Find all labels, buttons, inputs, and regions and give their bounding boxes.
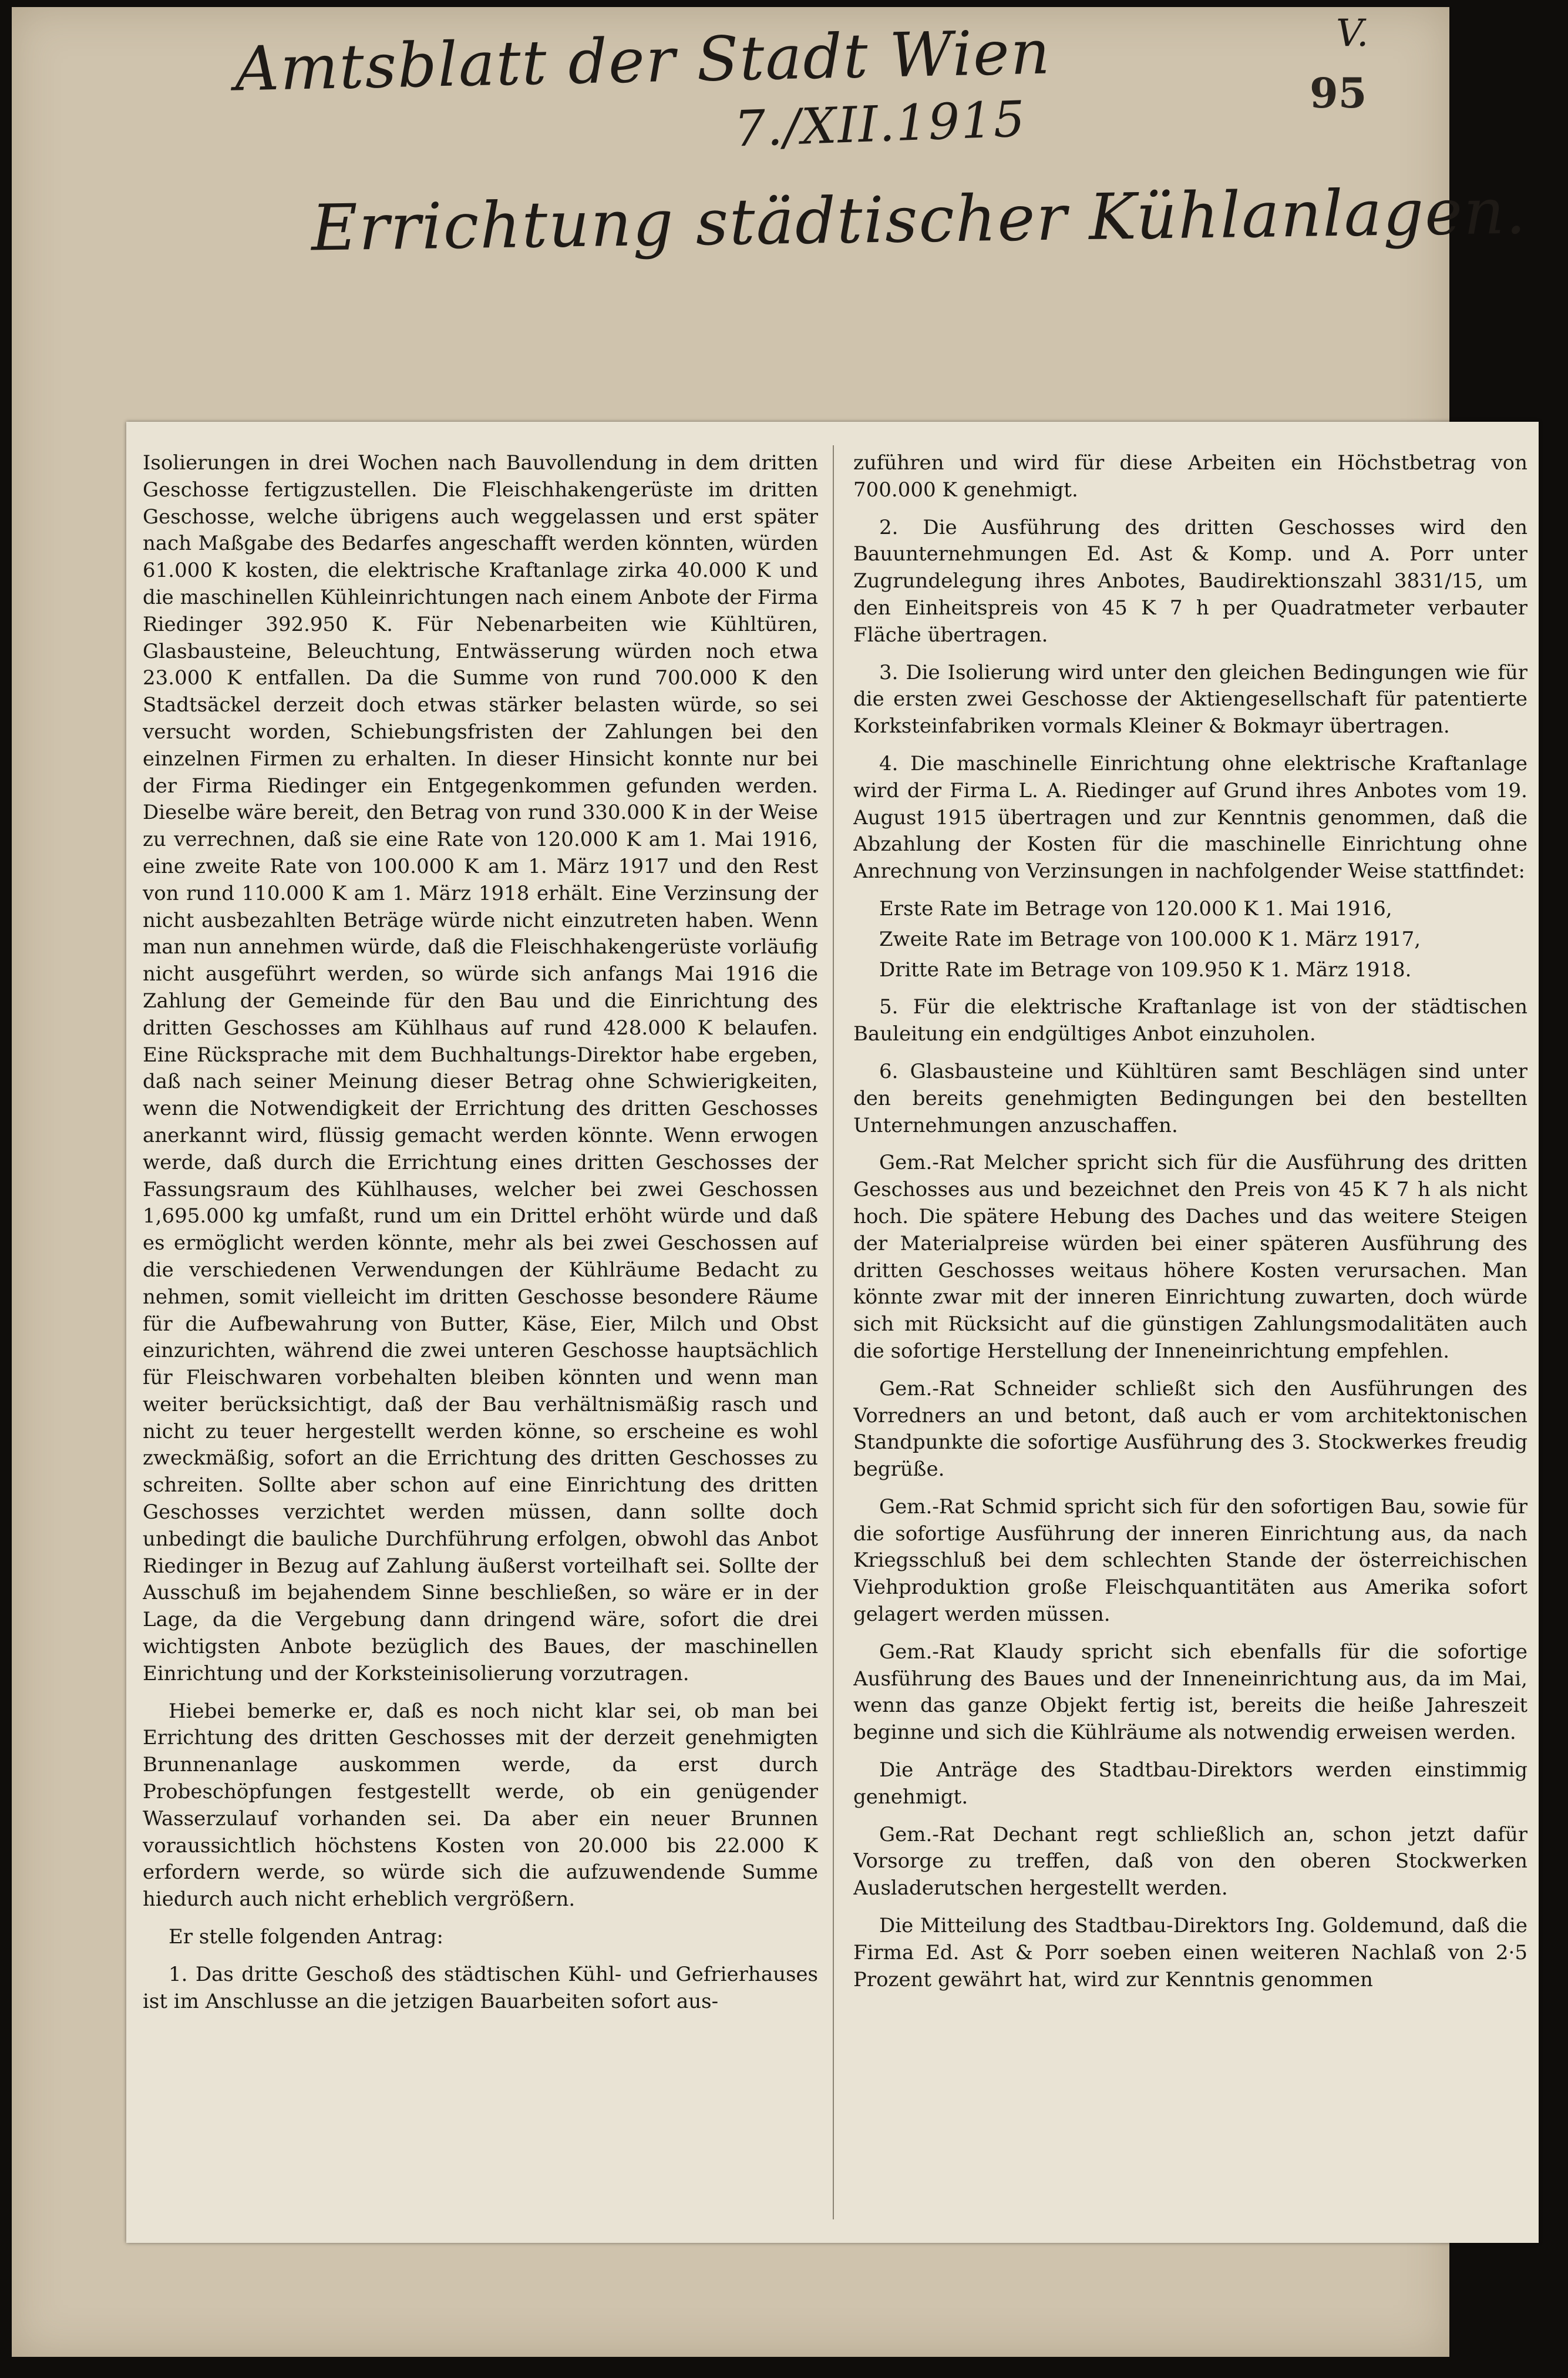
rate-line: Erste Rate im Betrage von 120.000 K 1. Mai 1916, bbox=[879, 896, 1392, 921]
right-paragraph: Die Mitteilung des Stadtbau-Direktors Ing. Goldemund, daß die Firma Ed. Ast & Porr soeben einen weiteren Nachlaß von 2·5 Prozent gewährt hat, wird zur Kenntnis genommen bbox=[853, 1914, 1527, 1991]
newspaper-clipping bbox=[126, 422, 1539, 2243]
right-paragraph: Gem.-Rat Klaudy spricht sich ebenfalls für die sofortige Ausführung des Baues und der Inneneinrichtung aus, da im Mai, wenn das ganze Objekt fertig ist, bereits die heiße Jahreszeit beginne und sich die Kühlräume als notwendig erweisen werden. bbox=[853, 1640, 1527, 1745]
handwritten-subject: Errichtung städtischer Kühlanlagen. bbox=[311, 174, 1527, 266]
right-paragraph: Die Anträge des Stadtbau-Direktors werden einstimmig genehmigt. bbox=[853, 1758, 1527, 1809]
handwritten-date: 7./XII.1915 bbox=[733, 90, 1027, 158]
right-column bbox=[853, 450, 1527, 2218]
page-number: 95 bbox=[1310, 69, 1367, 117]
right-paragraph: Gem.-Rat Schneider schließt sich den Ausführungen des Vorredners an und betont, daß auch er vom architektonischen Standpunkte die sofortige Ausführung des 3. Stockwerkes freudig begrüße. bbox=[853, 1376, 1527, 1482]
left-paragraph: Er stelle folgenden Antrag: bbox=[169, 1925, 443, 1949]
left-paragraph: Isolierungen in drei Wochen nach Bauvollendung in dem dritten Geschosse fertigzustellen. Die Fleischhakengerüste im dritten Geschosse, welche übrigens auch weggelassen und erst später nach Maßgabe des Bedarfes angeschafft werden könnten, würden 61.000 K kosten, die elektrische Kraftanlage zirka 40.000 K und die maschinellen Kühleinrichtungen nach einem Anbote der Firma Riedinger 392.950 K. Für Nebenarbeiten wie Kühltüren, Glasbausteine, Beleuchtung, Entwässerung würden noch etwa 23.000 K entfallen. Da die Summe von rund 700.000 K den Stadtsäckel derzeit doch etwas stärker belasten würde, so sei versucht worden, Schiebungsfristen der Zahlungen bei den einzelnen Firmen zu erhalten. In dieser Hinsicht konnte nur bei der Firma Riedinger ein Entgegenkommen gefunden werden. Dieselbe wäre bereit, den Betrag von rund 330.000 K in der Weise zu verrechnen, daß sie eine Rate von 120.000 K am 1. Mai 1916, eine zweite Rate von 100.000 K am 1. März 1917 und den Rest von rund 110.000 K am 1. März 1918 erhält. Eine Verzinsung der nicht ausbezahlten Beträge würde nicht einzutreten haben. Wenn man nun annehmen würde, daß die Fleischhakengerüste vorläufig nicht ausgeführt werden, so würde sich anfangs Mai 1916 die Zahlung der Gemeinde für den Bau und die Einrichtung des dritten Geschosses am Kühlhaus auf rund 428.000 K belaufen. Eine Rücksprache mit dem Buchhaltungs-Direktor habe ergeben, daß nach seiner Meinung dieser Betrag ohne Schwierigkeiten, wenn die Notwendigkeit der Errichtung des dritten Geschosses anerkannt wird, flüssig gemacht werden könnte. Wenn erwogen werde, daß durch die Errichtung eines dritten Geschosses der Fassungsraum des Kühlhauses, welcher bei zwei Geschossen 1,695.000 kg umfaßt, rund um ein Drittel erhöht würde und daß es ermöglicht werden könnte, mehr als bei zwei Geschossen auf die verschiedenen Verwendungen der Kühlräume Bedacht zu nehmen, somit vielleicht im dritten Geschosse besondere Räume für die Aufbewahrung von Butter, Käse, Eier, Milch und Obst einzurichten, während die zwei unteren Geschosse hauptsächlich für Fleischwaren vorbehalten bleiben könnten und wenn man weiter berücksichtigt, daß der Bau verhältnismäßig rasch und nicht zu teuer hergestellt werden könne, so erscheine es wohl zweckmäßig, sofort an die Errichtung des dritten Geschosses zu schreiten. Sollte aber schon auf eine Einrichtung des dritten Geschosses verzichtet werden müssen, dann sollte doch unbedingt die bauliche Durchführung erfolgen, obwohl das Anbot Riedinger in Bezug auf Zahlung äußerst vorteilhaft sei. Sollte der Ausschuß im bejahendem Sinne beschließen, so wäre er in der Lage, da die Vergebung dann dringend wäre, sofort die drei wichtigsten Anbote bezüglich des Baues, der maschinellen Einrichtung und der Korksteinisolierung vorzutragen. bbox=[143, 451, 818, 1685]
page-mark: V. bbox=[1336, 12, 1369, 55]
right-paragraph: Gem.-Rat Dechant regt schließlich an, schon jetzt dafür Vorsorge zu treffen, daß von den oberen Stockwerken Ausladerutschen hergestellt werden. bbox=[853, 1822, 1527, 1900]
right-paragraph: zuführen und wird für diese Arbeiten ein Höchstbetrag von 700.000 K genehmigt. bbox=[853, 451, 1527, 502]
right-paragraph: Gem.-Rat Schmid spricht sich für den sofortigen Bau, sowie für die sofortige Ausführung der inneren Einrichtung aus, da nach Kriegsschluß bei dem schlechten Stande der österreichischen Viehproduktion große Fleischquantitäten aus Amerika sofort gelagert werden müssen. bbox=[853, 1494, 1527, 1627]
right-paragraph: 4. Die maschinelle Einrichtung ohne elektrische Kraftanlage wird der Firma L. A. Riedinger auf Grund ihres Anbotes vom 19. August 1915 übertragen und zur Kenntnis genommen, daß die Abzahlung der Kosten für die maschinelle Einrichtung ohne Anrechnung von Verzinsungen in nachfolgender Weise stattfindet: bbox=[853, 751, 1527, 884]
right-paragraph: 6. Glasbausteine und Kühltüren samt Beschlägen sind unter den bereits genehmigten Bedingungen bei den bestellten Unternehmungen anzuschaffen. bbox=[853, 1059, 1527, 1137]
column-divider bbox=[833, 445, 834, 2219]
right-paragraph: 3. Die Isolierung wird unter den gleichen Bedingungen wie für die ersten zwei Geschosse der Aktiengesellschaft für patentierte Korksteinfabriken vormals Kleiner & Bokmayr übertragen. bbox=[853, 660, 1527, 738]
right-paragraph: Gem.-Rat Melcher spricht sich für die Ausführung des dritten Geschosses aus und bezeichnet den Preis von 45 K 7 h als nicht hoch. Die spätere Hebung des Daches und das weitere Steigen der Materialpreise würden bei einer späteren Ausführung des dritten Geschosses weitaus höhere Kosten verursachen. Man könnte zwar mit der inneren Einrichtung zuwarten, doch würde sich mit Rücksicht auf die günstigen Zahlungsmodalitäten auch die sofortige Herstellung der Inneneinrichtung empfehlen. bbox=[853, 1151, 1527, 1363]
handwritten-source: Amtsblatt der Stadt Wien bbox=[234, 16, 1052, 105]
left-column bbox=[143, 450, 818, 2218]
right-paragraph: 5. Für die elektrische Kraftanlage ist von der städtischen Bauleitung ein endgültiges Anbot einzuholen. bbox=[853, 995, 1527, 1046]
rate-line: Dritte Rate im Betrage von 109.950 K 1. März 1918. bbox=[879, 958, 1412, 982]
left-paragraph: 1. Das dritte Geschoß des städtischen Kühl- und Gefrierhauses ist im Anschlusse an die jetzigen Bauarbeiten sofort aus- bbox=[143, 1962, 818, 2013]
rate-line: Zweite Rate im Betrage von 100.000 K 1. März 1917, bbox=[879, 927, 1421, 951]
right-paragraph: 2. Die Ausführung des dritten Geschosses wird den Bauunternehmungen Ed. Ast & Komp. und A. Porr unter Zugrundelegung ihres Anbotes, Baudirektionszahl 3831/15, um den Einheitspreis von 45 K 7 h per Quadratmeter verbauter Fläche übertragen. bbox=[853, 515, 1527, 647]
left-paragraph: Hiebei bemerke er, daß es noch nicht klar sei, ob man bei Errichtung des dritten Geschosses mit der derzeit genehmigten Brunnenanlage auskommen werde, da erst durch Probeschöpfungen festgestellt werde, ob ein genügender Wasserzulauf vorhanden sei. Da aber ein neuer Brunnen voraussichtlich höchstens Kosten von 20.000 bis 22.000 K erfordern werde, so würde sich die aufzuwendende Summe hiedurch auch nicht erheblich vergrößern. bbox=[143, 1699, 818, 1912]
